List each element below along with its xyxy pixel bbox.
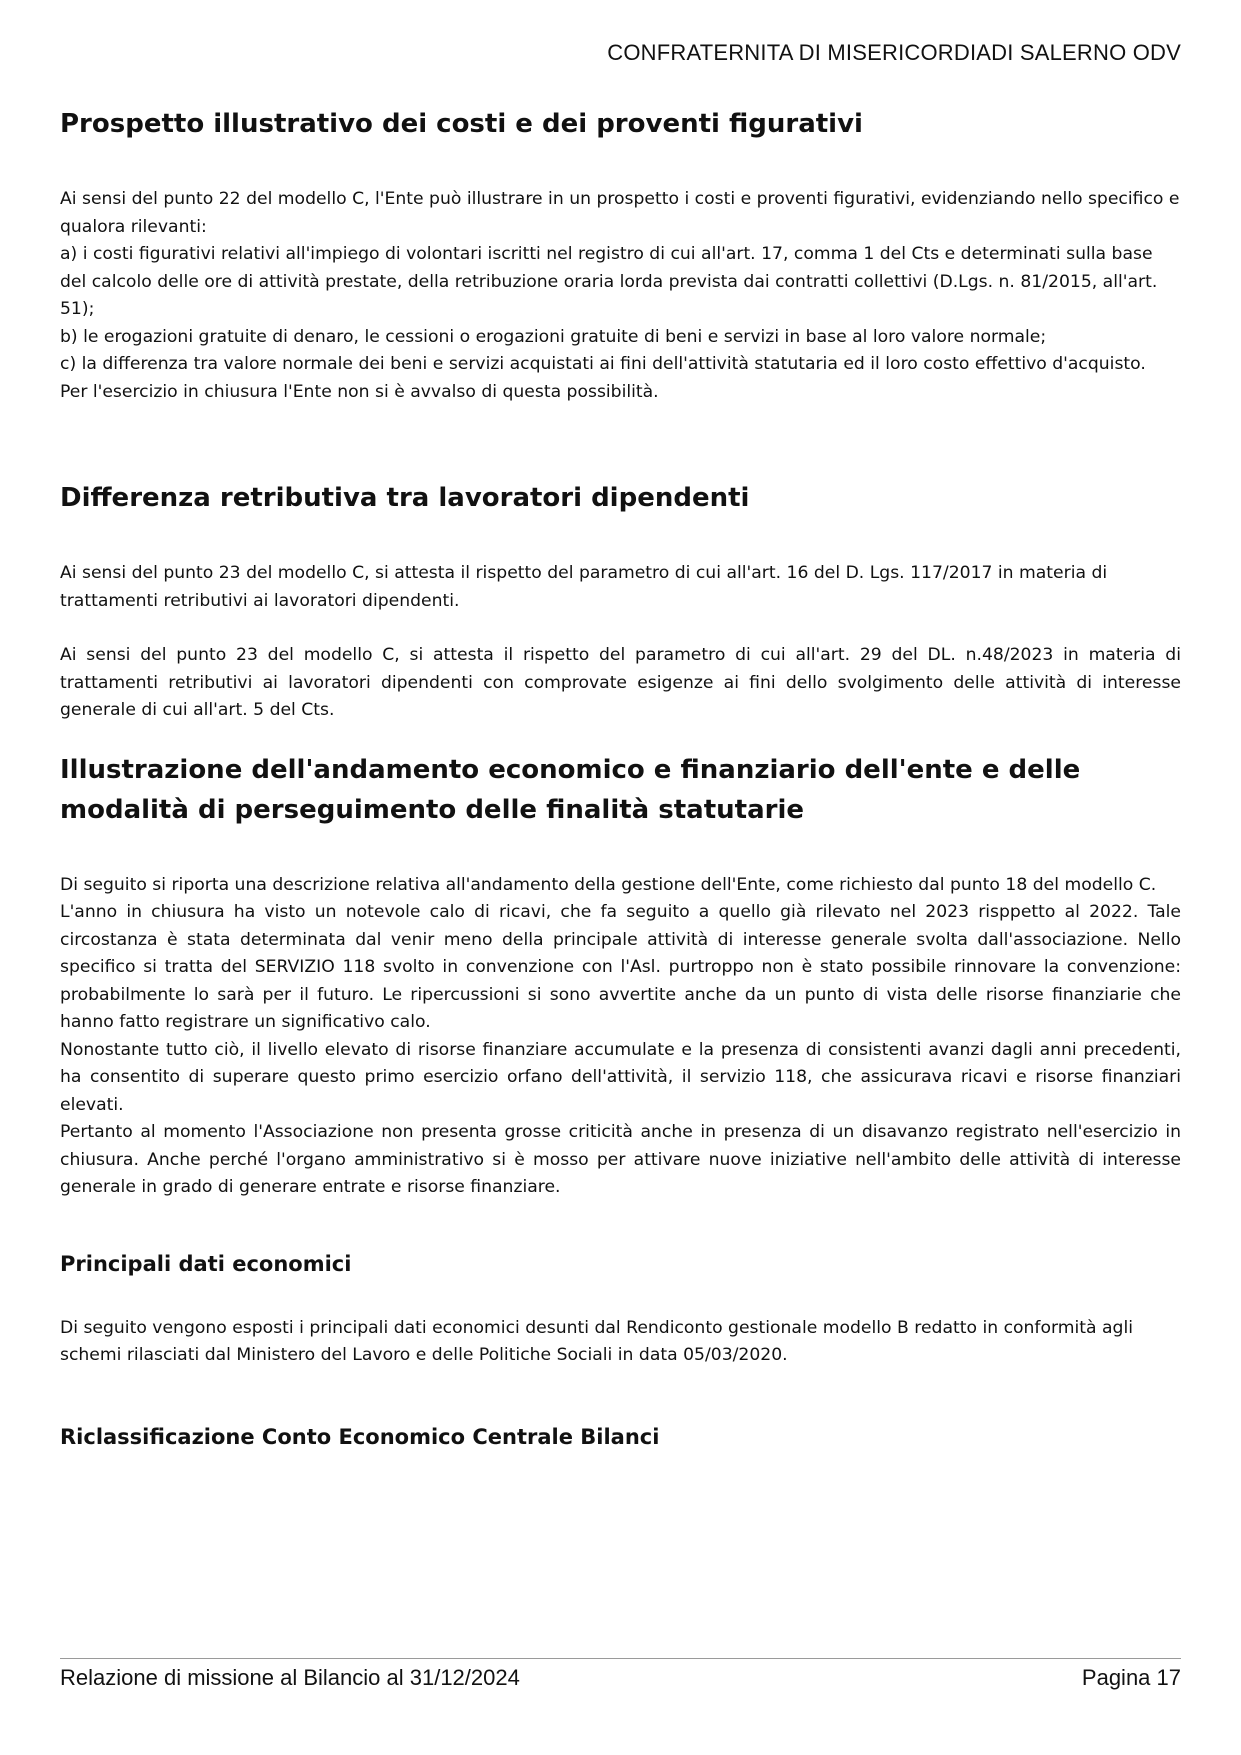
paragraph-andamento-3: Nonostante tutto ciò, il livello elevato di risorse finanziare accumulate e la presenza di consistenti avanzi dagli anni precedenti, ha consentito di superare questo primo esercizio orfano dell'attività, il servizio 118, che assicurava ricavi e risorse finanziari elevati. (60, 1039, 1181, 1115)
paragraph-andamento-1: Di seguito si riporta una descrizione relativa all'andamento della gestione dell'Ente, come richiesto dal punto 18 del modello C. (60, 874, 1157, 895)
paragraph-andamento-2: L'anno in chiusura ha visto un notevole calo di ricavi, che fa seguito a quello già rilevato nel 2023 risppetto al 2022. Tale circostanza è stata determinata dal venir meno della principale attività di interesse generale svolta dall'associazione. Nello specifico si tratta del SERVIZIO 118 svolto in convenzione con l'Asl. purtroppo non è stato possibile rinnovare la convenzione: probabilmente lo sarà per il futuro. Le ripercussioni si sono avvertite anche da un punto di vista delle risorse finanziarie che hanno fatto registrare un significativo calo. (60, 902, 1181, 1032)
list-item-a: a) i costi figurativi relativi all'impiego di volontari iscritti nel registro di cui all'art. 17, comma 1 del Cts e determinati sulla base del calcolo delle ore di attività prestate, della retribuzione oraria lorda prevista dai contratti collettivi (D.Lgs. n. 81/2015, all'art. 51); (60, 244, 1158, 319)
section-title-differenza-retributiva: Differenza retributiva tra lavoratori dipendenti (60, 483, 750, 513)
section-title-costi-figurativi: Prospetto illustrativo dei costi e dei proventi figurativi (60, 109, 863, 139)
footer-page-number: Pagina 17 (1081, 1665, 1181, 1690)
paragraph-differenza-2: Ai sensi del punto 23 del modello C, si attesta il rispetto del parametro di cui all'art. 29 del DL. n.48/2023 in materia di trattamenti retributivi ai lavoratori dipendenti con comprovate esigenze ai fini dello svolgimento delle attività di interesse generale di cui all'art. 5 del Cts. (60, 645, 1181, 720)
paragraph-differenza-1: Ai sensi del punto 23 del modello C, si attesta il rispetto del parametro di cui all'art. 16 del D. Lgs. 117/2017 in materia di trattamenti retributivi ai lavoratori dipendenti. (60, 563, 1108, 611)
paragraph-costi-intro: Ai sensi del punto 22 del modello C, l'Ente può illustrare in un prospetto i costi e proventi figurativi, evidenziando nello specifico e qualora rilevanti: (60, 189, 1180, 237)
footer-document-title: Relazione di missione al Bilancio al 31/12/2024 (60, 1665, 520, 1690)
page-footer (60, 1658, 1181, 1691)
paragraph-dati-economici: Di seguito vengono esposti i principali dati economici desunti dal Rendiconto gestionale modello B redatto in conformità agli schemi rilasciati dal Ministero del Lavoro e delle Politiche Sociali in data 05/03/2020. (60, 1317, 1134, 1365)
list-item-b: b) le erogazioni gratuite di denaro, le cessioni o erogazioni gratuite di beni e servizi in base al loro valore normale; (60, 326, 1047, 347)
paragraph-costi-closing: Per l'esercizio in chiusura l'Ente non si è avvalso di questa possibilità. (60, 381, 659, 402)
subsection-title-riclassificazione: Riclassificazione Conto Economico Centrale Bilanci (60, 1424, 660, 1449)
page-header: CONFRATERNITA DI MISERICORDIADI SALERNO ODV (607, 40, 1181, 65)
document-body (60, 104, 1181, 1452)
paragraph-andamento-4: Pertanto al momento l'Associazione non presenta grosse criticità anche in presenza di un disavanzo registrato nell'esercizio in chiusura. Anche perché l'organo amministrativo si è mosso per attivare nuove iniziative nell'ambito delle attività di interesse generale in grado di generare entrate e risorse finanziare. (60, 1122, 1181, 1197)
subsection-title-dati-economici: Principali dati economici (60, 1251, 352, 1276)
section-title-andamento: Illustrazione dell'andamento economico e finanziario dell'ente e delle modalità di perseguimento delle finalità statutarie (60, 754, 1081, 825)
list-item-c: c) la differenza tra valore normale dei beni e servizi acquistati ai fini dell'attività statutaria ed il loro costo effettivo d'acquisto. (60, 354, 1146, 374)
